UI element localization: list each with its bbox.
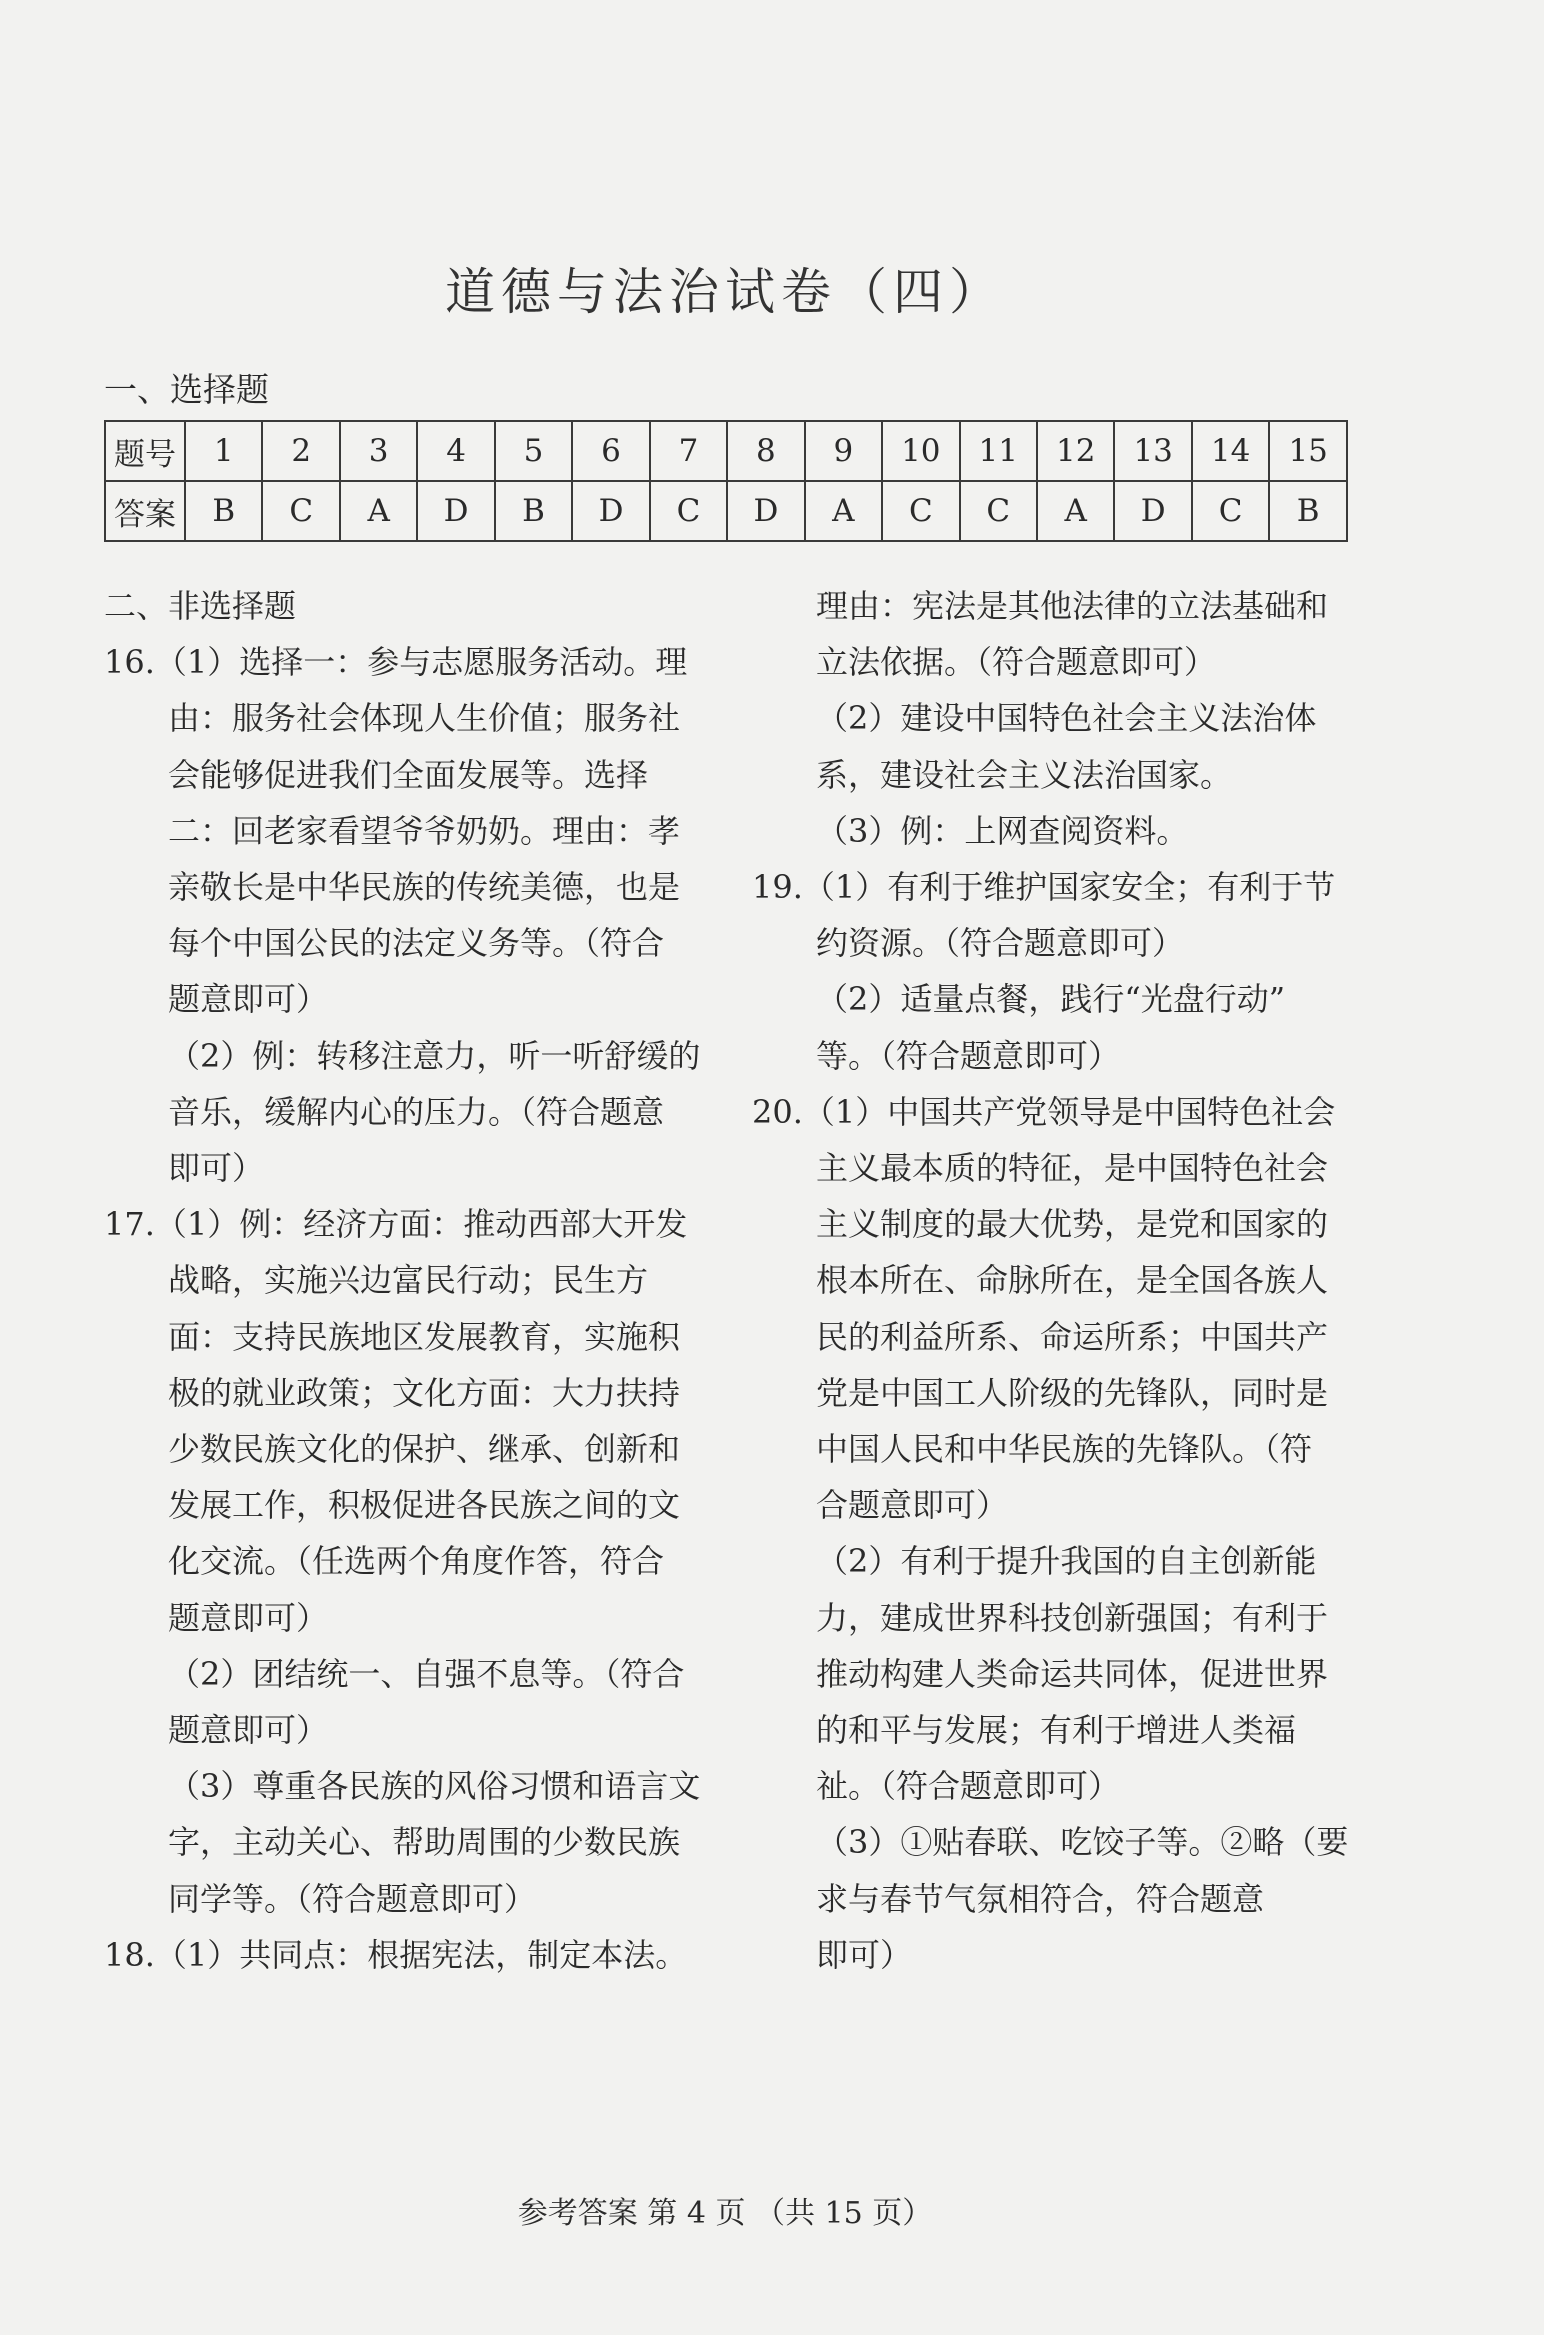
- answer-cell: D: [572, 481, 649, 541]
- answer-text-line: 19.（1）有利于维护国家安全；有利于节: [752, 868, 1336, 907]
- answer-text-line: 由：服务社会体现人生价值；服务社: [168, 699, 681, 738]
- answer-cell: C: [262, 481, 339, 541]
- answer-text-line: 推动构建人类命运共同体，促进世界: [816, 1654, 1329, 1693]
- answer-text-line: 约资源。（符合题意即可）: [816, 924, 1185, 963]
- answer-cell: D: [417, 481, 494, 541]
- answer-text-line: 中国人民和中华民族的先锋队。（符: [816, 1430, 1313, 1469]
- answer-text-line: 主义最本质的特征，是中国特色社会: [816, 1149, 1329, 1188]
- answer-text-line: 题意即可）: [168, 1598, 329, 1637]
- question-number-cell: 11: [960, 421, 1037, 481]
- question-number-cell: 15: [1269, 421, 1347, 481]
- answer-cell: C: [650, 481, 727, 541]
- answer-cell: A: [1037, 481, 1114, 541]
- question-number-row: [105, 421, 1347, 481]
- answer-text-line: 根本所在、命脉所在，是全国各族人: [816, 1261, 1329, 1300]
- answer-text-line: 即可）: [168, 1149, 265, 1188]
- answer-text-line: （2）例：转移注意力，听一听舒缓的: [168, 1036, 701, 1075]
- answer-cell: D: [727, 481, 804, 541]
- answer-text-line: 化交流。（任选两个角度作答，符合: [168, 1542, 665, 1581]
- answer-text-line: 字，主动关心、帮助周围的少数民族: [168, 1823, 681, 1862]
- answer-table: [104, 420, 1348, 542]
- answer-text-line: （3）尊重各民族的风俗习惯和语言文: [168, 1767, 701, 1806]
- question-number-cell: 6: [572, 421, 649, 481]
- question-number-cell: 1: [185, 421, 262, 481]
- page-title: 道德与法治试卷（四）: [445, 263, 1005, 321]
- answer-cell: D: [1114, 481, 1191, 541]
- answer-text-line: 理由：宪法是其他法律的立法基础和: [816, 587, 1329, 625]
- answer-text-line: （2）有利于提升我国的自主创新能: [816, 1542, 1317, 1581]
- answer-text-line: 发展工作，积极促进各民族之间的文: [168, 1486, 681, 1525]
- answer-cell: A: [340, 481, 417, 541]
- left-column: [104, 578, 724, 1983]
- right-column: [752, 578, 1352, 1983]
- question-number-cell: 5: [495, 421, 572, 481]
- answer-text-line: 面：支持民族地区发展教育，实施积: [168, 1317, 681, 1356]
- answer-cell: C: [1192, 481, 1269, 541]
- question-number-cell: 14: [1192, 421, 1269, 481]
- answer-text-line: 题意即可）: [168, 1711, 329, 1750]
- answer-text-line: 20.（1）中国共产党领导是中国特色社会: [752, 1092, 1336, 1131]
- row-label-question: 题号: [105, 421, 185, 481]
- answer-text-line: 求与春节气氛相符合，符合题意: [816, 1879, 1265, 1918]
- answer-text-line: 民的利益所系、命运所系；中国共产: [816, 1317, 1329, 1356]
- answer-text-line: 合题意即可）: [816, 1486, 1009, 1525]
- answer-row: [105, 481, 1347, 541]
- answer-text-line: 极的就业政策；文化方面：大力扶持: [168, 1373, 681, 1412]
- answer-text-line: 主义制度的最大优势，是党和国家的: [816, 1205, 1329, 1244]
- answer-text-line: 17.（1）例：经济方面：推动西部大开发: [104, 1205, 688, 1244]
- question-number-cell: 10: [882, 421, 959, 481]
- answer-cell: B: [185, 481, 262, 541]
- answer-text-line: 同学等。（符合题意即可）: [168, 1879, 537, 1918]
- answer-text-line: （2）适量点餐，践行“光盘行动”: [816, 980, 1286, 1019]
- answer-cell: C: [882, 481, 959, 541]
- question-number-cell: 13: [1114, 421, 1191, 481]
- answer-text-line: 每个中国公民的法定义务等。（符合: [168, 924, 665, 963]
- section-heading-choice: 一、选择题: [104, 370, 269, 409]
- answer-text-line: 会能够促进我们全面发展等。选择: [168, 755, 649, 794]
- answer-text-line: 16.（1）选择一：参与志愿服务活动。理: [104, 643, 688, 682]
- answer-text-line: （2）建设中国特色社会主义法治体: [816, 699, 1317, 738]
- question-number-cell: 2: [262, 421, 339, 481]
- answer-text-line: 少数民族文化的保护、继承、创新和: [168, 1430, 681, 1469]
- answer-text-line: 亲敬长是中华民族的传统美德，也是: [168, 868, 681, 907]
- answer-text-line: 力，建成世界科技创新强国；有利于: [816, 1598, 1329, 1637]
- answer-text-line: 等。（符合题意即可）: [816, 1036, 1121, 1075]
- answer-text-line: 的和平与发展；有利于增进人类福: [816, 1711, 1297, 1750]
- question-number-cell: 7: [650, 421, 727, 481]
- answer-text-line: 系，建设社会主义法治国家。: [816, 755, 1233, 794]
- question-number-cell: 12: [1037, 421, 1114, 481]
- answer-text-line: 立法依据。（符合题意即可）: [816, 643, 1217, 682]
- answer-text-line: 二：回老家看望爷爷奶奶。理由：孝: [168, 811, 681, 850]
- answer-text-line: 音乐，缓解内心的压力。（符合题意: [168, 1092, 665, 1131]
- answer-text-line: 党是中国工人阶级的先锋队，同时是: [816, 1373, 1329, 1412]
- answer-cell: C: [960, 481, 1037, 541]
- answer-text-line: 题意即可）: [168, 980, 329, 1019]
- answer-text-line: 祉。（符合题意即可）: [816, 1767, 1121, 1806]
- answer-cell: B: [1269, 481, 1347, 541]
- answer-text-line: 战略，实施兴边富民行动；民生方: [168, 1261, 649, 1300]
- answer-text-line: （2）团结统一、自强不息等。（符合: [168, 1654, 685, 1693]
- page-footer: 参考答案 第 4 页 （共 15 页）: [517, 2196, 933, 2231]
- question-number-cell: 3: [340, 421, 417, 481]
- question-number-cell: 8: [727, 421, 804, 481]
- row-label-answer: 答案: [105, 481, 185, 541]
- answer-text-line: （3）例：上网查阅资料。: [816, 811, 1189, 850]
- answer-cell: A: [805, 481, 882, 541]
- answer-text-line: 即可）: [816, 1935, 913, 1974]
- answer-text-line: 18.（1）共同点：根据宪法，制定本法。: [104, 1935, 688, 1974]
- question-number-cell: 9: [805, 421, 882, 481]
- answer-text-line: （3）①贴春联、吃饺子等。②略（要: [816, 1823, 1349, 1862]
- question-number-cell: 4: [417, 421, 494, 481]
- answer-cell: B: [495, 481, 572, 541]
- answer-text-line: 二、非选择题: [104, 587, 297, 625]
